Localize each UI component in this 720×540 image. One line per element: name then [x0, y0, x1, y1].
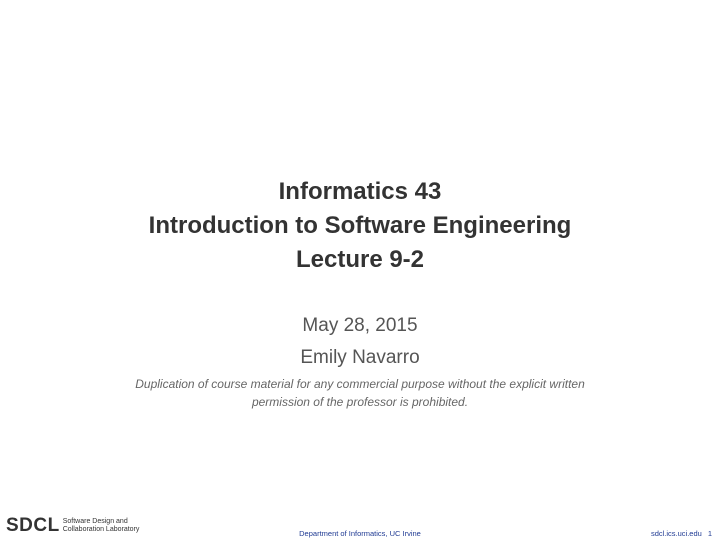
- footer-right: [645, 529, 712, 538]
- slide-title: [0, 175, 720, 277]
- sdcl-logo: [6, 516, 139, 536]
- department-label: Department of Informatics, UC Irvine: [299, 529, 421, 538]
- sdcl-logo-line-1: Software Design and: [62, 518, 128, 525]
- sdcl-logo-line-2: Collaboration Laboratory: [62, 526, 140, 533]
- website-link[interactable]: sdcl.ics.uci.edu: [650, 529, 702, 538]
- sdcl-logo-mark: SDCL: [6, 515, 60, 536]
- disclaimer-line-2: permission of the professor is prohibited.: [251, 395, 469, 409]
- slide-subtitle: [0, 310, 720, 374]
- lecture-date: May 28, 2015: [302, 315, 418, 336]
- lecture-number: Lecture 9-2: [295, 246, 425, 273]
- course-name: Introduction to Software Engineering: [148, 212, 572, 239]
- slide-footer: [0, 512, 720, 540]
- copyright-disclaimer: [110, 375, 610, 411]
- course-number: Informatics 43: [278, 178, 442, 205]
- page-number: 1: [707, 529, 712, 538]
- sdcl-logo-text: [63, 518, 140, 534]
- lecturer-name: Emily Navarro: [300, 347, 420, 368]
- disclaimer-line-1: Duplication of course material for any commercial purpose without the explicit written: [135, 377, 585, 391]
